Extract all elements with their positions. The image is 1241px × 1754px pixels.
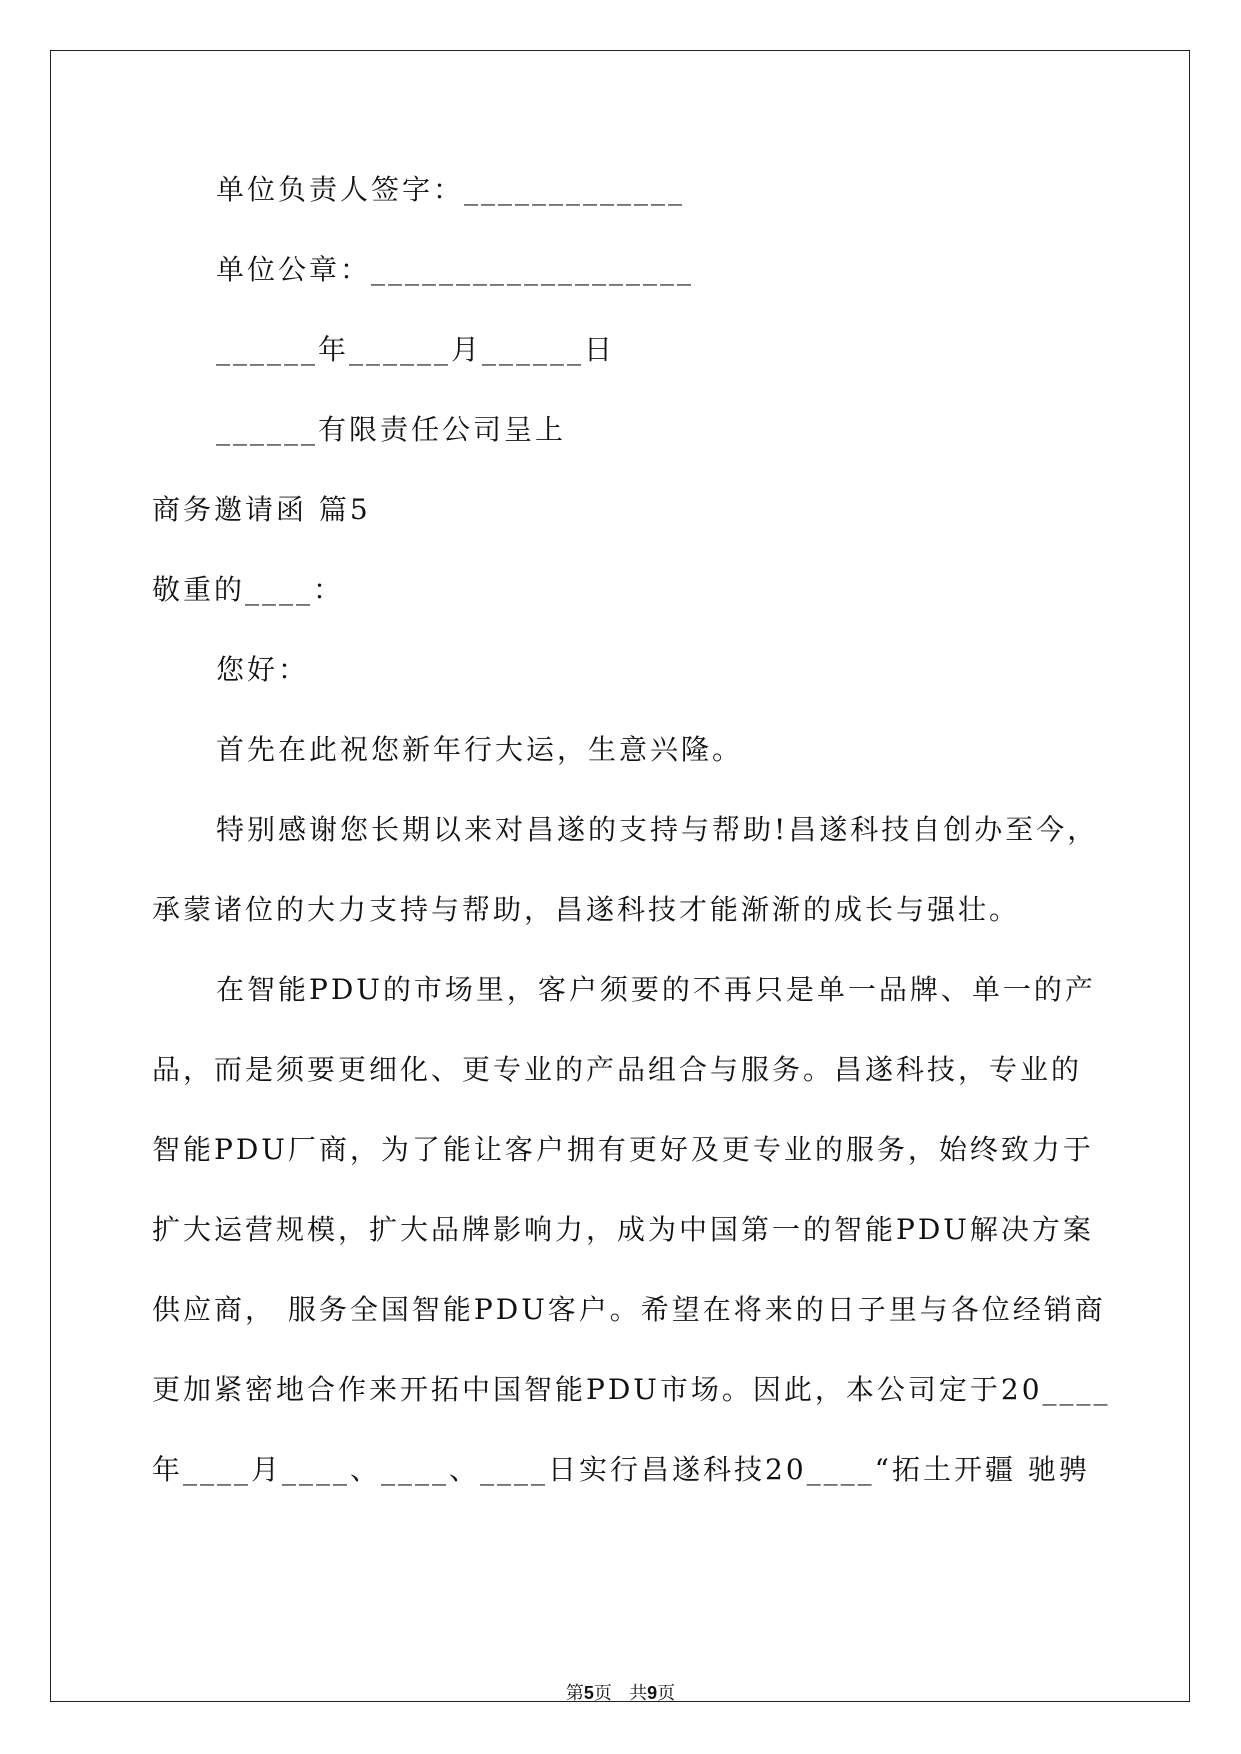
footer-total-prefix: 共 xyxy=(629,1683,648,1704)
paragraph-line: 在智能PDU的市场里，客户须要的不再只是单一品牌、单一的产 xyxy=(216,973,1096,1006)
footer-total-suffix: 页 xyxy=(657,1683,676,1704)
paragraph-line: 扩大运营规模，扩大品牌影响力，成为中国第一的智能PDU解决方案 xyxy=(152,1213,1094,1246)
company-line: ______有限责任公司呈上 xyxy=(216,413,567,446)
page-number: 5 xyxy=(583,1683,594,1703)
paragraph-line: 承蒙诸位的大力支持与帮助，昌遂科技才能渐渐的成长与强壮。 xyxy=(152,893,1021,926)
footer-prefix: 第 xyxy=(565,1683,584,1704)
page-footer xyxy=(0,1682,1241,1705)
paragraph-line: 首先在此祝您新年行大运，生意兴隆。 xyxy=(216,733,744,766)
date-line: ______年______月______日 xyxy=(216,333,616,366)
paragraph-line: 智能PDU厂商，为了能让客户拥有更好及更专业的服务，始终致力于 xyxy=(152,1133,1094,1166)
signature-line: 单位负责人签字：_____________ xyxy=(216,173,686,206)
greeting: 您好： xyxy=(216,653,310,686)
paragraph-line: 更加紧密地合作来开拓中国智能PDU市场。因此，本公司定于20____ xyxy=(152,1373,1111,1406)
seal-line: 单位公章：___________________ xyxy=(216,253,695,286)
salutation: 敬重的____： xyxy=(152,573,345,606)
paragraph-line: 品，而是须要更细化、更专业的产品组合与服务。昌遂科技，专业的 xyxy=(152,1053,1083,1086)
paragraph-line: 年____月____、____、____日实行昌遂科技20____“拓土开疆 驰骋 xyxy=(152,1453,1090,1486)
total-pages: 9 xyxy=(647,1683,658,1703)
footer-page-suffix: 页 xyxy=(593,1683,612,1704)
section-heading: 商务邀请函 篇5 xyxy=(152,493,371,526)
paragraph-line: 供应商， 服务全国智能PDU客户。希望在将来的日子里与各位经销商 xyxy=(152,1293,1106,1326)
paragraph-line: 特别感谢您长期以来对昌遂的支持与帮助!昌遂科技自创办至今， xyxy=(216,813,1099,846)
